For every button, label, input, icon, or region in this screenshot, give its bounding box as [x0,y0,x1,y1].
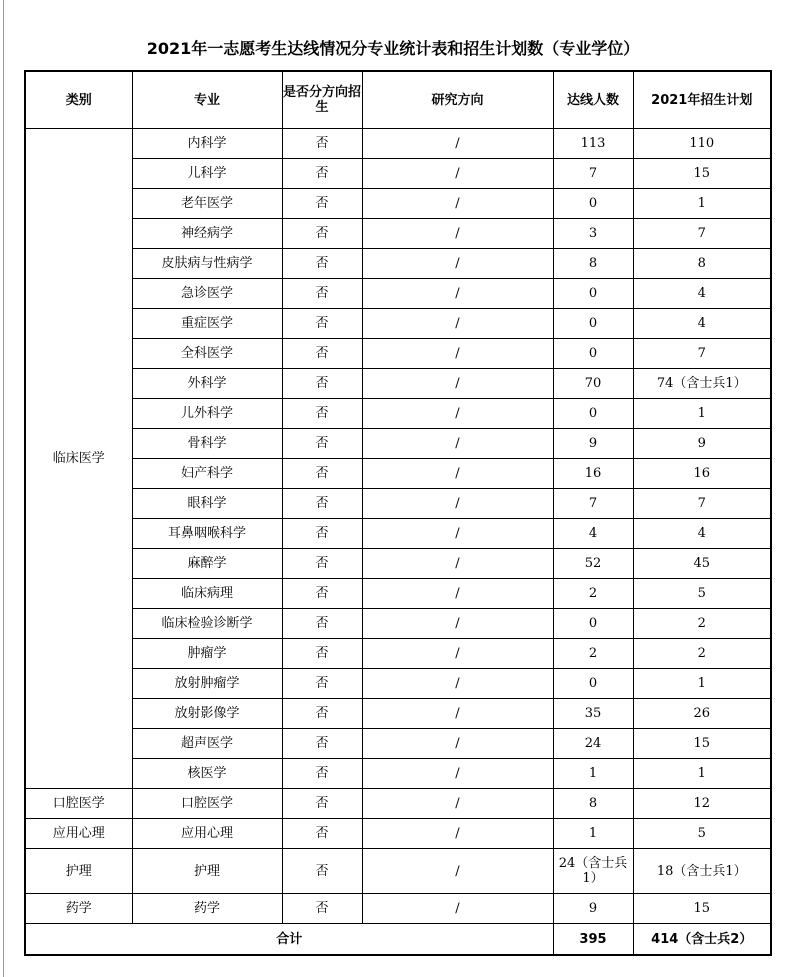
table-body [25,129,771,924]
table-row [25,519,771,549]
qualified-count-cell: 8 [553,789,633,819]
plan-2021-cell: 4 [633,279,771,309]
major-cell: 儿科学 [132,159,282,189]
qualified-count-cell: 0 [553,609,633,639]
plan-2021-cell: 8 [633,249,771,279]
direction-split-cell: 否 [282,429,362,459]
table-row [25,279,771,309]
major-cell: 神经病学 [132,219,282,249]
plan-2021-cell: 7 [633,219,771,249]
category-cell: 临床医学 [25,129,132,789]
qualified-count-cell: 35 [553,699,633,729]
direction-split-cell: 否 [282,609,362,639]
research-direction-cell: / [362,369,553,399]
direction-split-cell: 否 [282,549,362,579]
major-cell: 全科医学 [132,339,282,369]
major-cell: 急诊医学 [132,279,282,309]
research-direction-cell: / [362,894,553,924]
major-cell: 外科学 [132,369,282,399]
major-cell: 儿外科学 [132,399,282,429]
direction-split-cell: 否 [282,309,362,339]
qualified-count-cell: 7 [553,489,633,519]
plan-2021-cell: 15 [633,729,771,759]
direction-split-cell: 否 [282,639,362,669]
direction-split-cell: 否 [282,519,362,549]
qualified-count-cell: 0 [553,669,633,699]
total-row [25,924,771,956]
research-direction-cell: / [362,819,553,849]
research-direction-cell: / [362,789,553,819]
research-direction-cell: / [362,279,553,309]
table-row [25,489,771,519]
major-cell: 骨科学 [132,429,282,459]
research-direction-cell: / [362,609,553,639]
research-direction-cell: / [362,339,553,369]
direction-split-cell: 否 [282,219,362,249]
direction-split-cell: 否 [282,249,362,279]
table-row [25,609,771,639]
research-direction-cell: / [362,429,553,459]
total-plan: 414（含士兵2） [633,924,771,956]
table-row [25,759,771,789]
qualified-count-cell: 7 [553,159,633,189]
major-cell: 麻醉学 [132,549,282,579]
major-cell: 超声医学 [132,729,282,759]
qualified-count-cell: 0 [553,309,633,339]
direction-split-cell: 否 [282,189,362,219]
direction-split-cell: 否 [282,459,362,489]
major-cell: 肿瘤学 [132,639,282,669]
header-category: 类别 [25,71,132,129]
direction-split-cell: 否 [282,369,362,399]
table-row [25,639,771,669]
header-plan-2021: 2021年招生计划 [633,71,771,129]
total-qualified: 395 [553,924,633,956]
major-cell: 应用心理 [132,819,282,849]
qualified-count-cell: 9 [553,894,633,924]
direction-split-cell: 否 [282,759,362,789]
table-row [25,249,771,279]
qualified-count-cell: 0 [553,339,633,369]
plan-2021-cell: 74（含士兵1） [633,369,771,399]
header-research-direction: 研究方向 [362,71,553,129]
direction-split-cell: 否 [282,159,362,189]
header-row [25,71,771,129]
direction-split-cell: 否 [282,789,362,819]
qualified-count-cell: 24（含士兵1） [553,849,633,894]
plan-2021-cell: 18（含士兵1） [633,849,771,894]
research-direction-cell: / [362,219,553,249]
major-cell: 临床病理 [132,579,282,609]
research-direction-cell: / [362,549,553,579]
qualified-count-cell: 9 [553,429,633,459]
table-row [25,699,771,729]
plan-2021-cell: 1 [633,669,771,699]
major-cell: 护理 [132,849,282,894]
table-row [25,669,771,699]
qualified-count-cell: 2 [553,639,633,669]
qualified-count-cell: 24 [553,729,633,759]
research-direction-cell: / [362,669,553,699]
table-row [25,189,771,219]
plan-2021-cell: 12 [633,789,771,819]
direction-split-cell: 否 [282,579,362,609]
research-direction-cell: / [362,399,553,429]
table-row [25,729,771,759]
total-label: 合计 [25,924,553,956]
page-left-border [3,0,4,977]
plan-2021-cell: 1 [633,399,771,429]
research-direction-cell: / [362,639,553,669]
plan-2021-cell: 7 [633,339,771,369]
qualified-count-cell: 70 [553,369,633,399]
plan-2021-cell: 110 [633,129,771,159]
major-cell: 耳鼻咽喉科学 [132,519,282,549]
research-direction-cell: / [362,129,553,159]
major-cell: 眼科学 [132,489,282,519]
major-cell: 内科学 [132,129,282,159]
major-cell: 临床检验诊断学 [132,609,282,639]
table-row [25,849,771,894]
plan-2021-cell: 7 [633,489,771,519]
table-row [25,339,771,369]
direction-split-cell: 否 [282,819,362,849]
table-row [25,579,771,609]
major-cell: 妇产科学 [132,459,282,489]
qualified-count-cell: 0 [553,279,633,309]
qualified-count-cell: 1 [553,819,633,849]
research-direction-cell: / [362,579,553,609]
direction-split-cell: 否 [282,399,362,429]
research-direction-cell: / [362,159,553,189]
plan-2021-cell: 26 [633,699,771,729]
statistics-table [24,70,772,956]
major-cell: 放射肿瘤学 [132,669,282,699]
qualified-count-cell: 2 [553,579,633,609]
table-row [25,429,771,459]
major-cell: 放射影像学 [132,699,282,729]
qualified-count-cell: 0 [553,399,633,429]
header-major: 专业 [132,71,282,129]
research-direction-cell: / [362,189,553,219]
table-row [25,549,771,579]
qualified-count-cell: 52 [553,549,633,579]
qualified-count-cell: 4 [553,519,633,549]
direction-split-cell: 否 [282,279,362,309]
table-row [25,129,771,159]
qualified-count-cell: 1 [553,759,633,789]
plan-2021-cell: 9 [633,429,771,459]
plan-2021-cell: 2 [633,639,771,669]
category-cell: 应用心理 [25,819,132,849]
table-row [25,399,771,429]
table-row [25,159,771,189]
major-cell: 药学 [132,894,282,924]
table-row [25,894,771,924]
qualified-count-cell: 8 [553,249,633,279]
research-direction-cell: / [362,759,553,789]
plan-2021-cell: 4 [633,519,771,549]
table-row [25,789,771,819]
research-direction-cell: / [362,249,553,279]
header-direction-split: 是否分方向招生 [282,71,362,129]
research-direction-cell: / [362,699,553,729]
header-qualified-count: 达线人数 [553,71,633,129]
qualified-count-cell: 0 [553,189,633,219]
research-direction-cell: / [362,309,553,339]
research-direction-cell: / [362,849,553,894]
category-cell: 口腔医学 [25,789,132,819]
plan-2021-cell: 5 [633,579,771,609]
table-row [25,369,771,399]
plan-2021-cell: 1 [633,189,771,219]
plan-2021-cell: 1 [633,759,771,789]
plan-2021-cell: 15 [633,159,771,189]
qualified-count-cell: 113 [553,129,633,159]
direction-split-cell: 否 [282,849,362,894]
page-title: 2021年一志愿考生达线情况分专业统计表和招生计划数（专业学位） [146,39,640,58]
plan-2021-cell: 16 [633,459,771,489]
direction-split-cell: 否 [282,894,362,924]
major-cell: 老年医学 [132,189,282,219]
direction-split-cell: 否 [282,339,362,369]
direction-split-cell: 否 [282,489,362,519]
table-row [25,309,771,339]
direction-split-cell: 否 [282,729,362,759]
plan-2021-cell: 45 [633,549,771,579]
research-direction-cell: / [362,489,553,519]
major-cell: 核医学 [132,759,282,789]
major-cell: 皮肤病与性病学 [132,249,282,279]
category-cell: 护理 [25,849,132,894]
table-footer [25,924,771,956]
qualified-count-cell: 3 [553,219,633,249]
qualified-count-cell: 16 [553,459,633,489]
direction-split-cell: 否 [282,699,362,729]
major-cell: 口腔医学 [132,789,282,819]
table-row [25,819,771,849]
research-direction-cell: / [362,519,553,549]
direction-split-cell: 否 [282,669,362,699]
plan-2021-cell: 15 [633,894,771,924]
direction-split-cell: 否 [282,129,362,159]
table-row [25,459,771,489]
table-header [25,71,771,129]
plan-2021-cell: 5 [633,819,771,849]
research-direction-cell: / [362,729,553,759]
table-row [25,219,771,249]
plan-2021-cell: 4 [633,309,771,339]
research-direction-cell: / [362,459,553,489]
plan-2021-cell: 2 [633,609,771,639]
category-cell: 药学 [25,894,132,924]
major-cell: 重症医学 [132,309,282,339]
